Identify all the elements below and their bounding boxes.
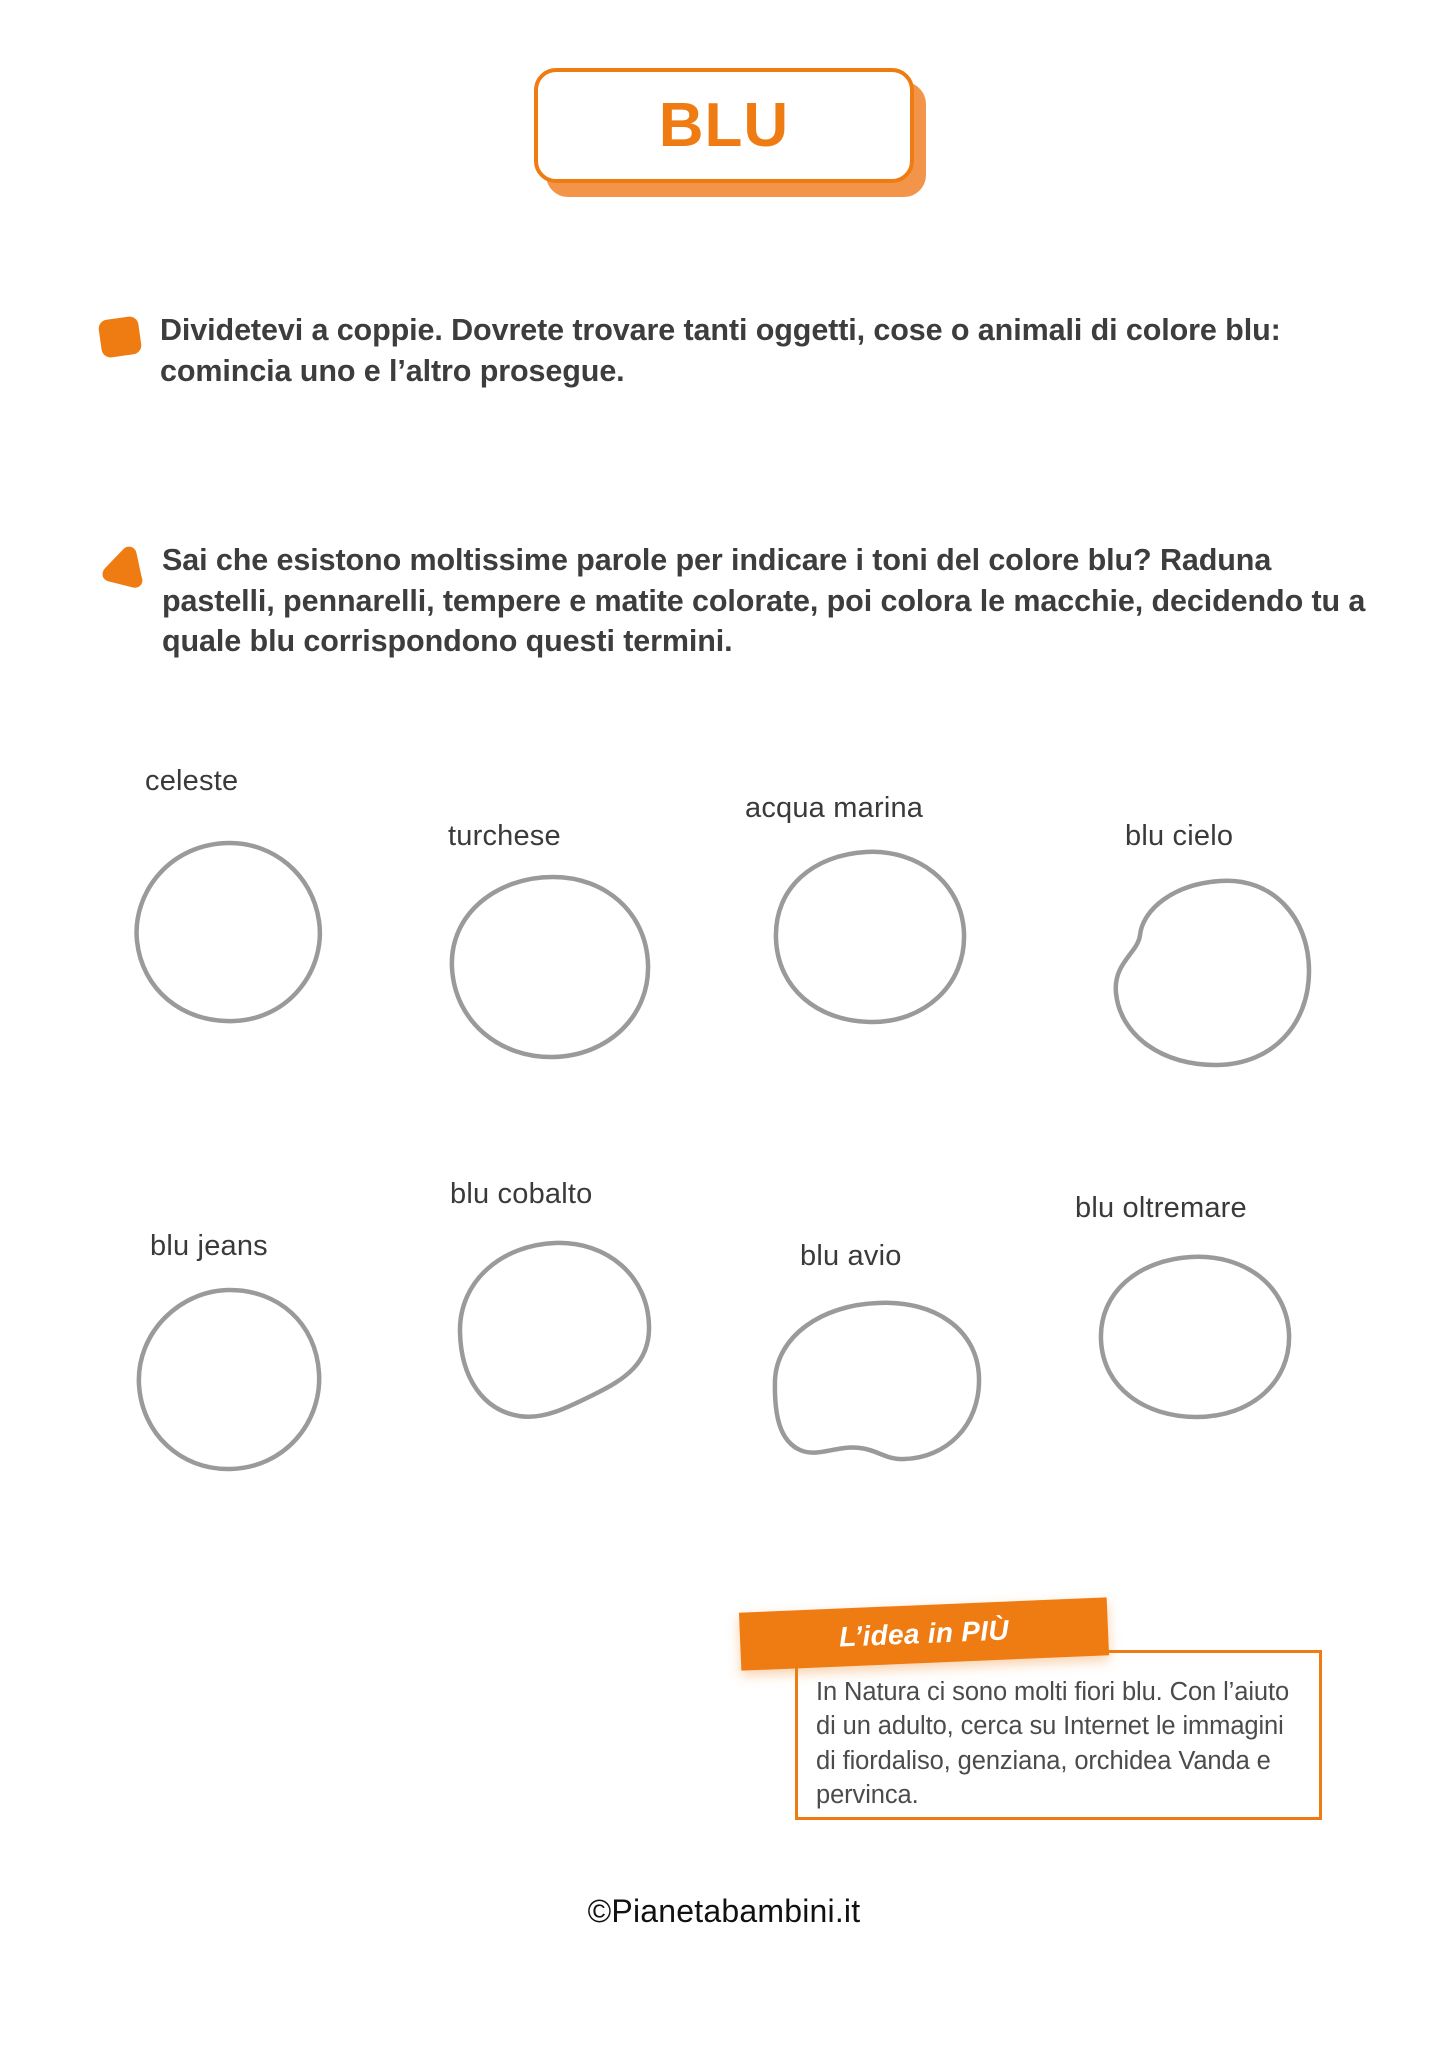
instruction-block-2	[100, 540, 1380, 662]
footer-credit: ©Pianetabambini.it	[587, 1893, 861, 1929]
blob-item-turchese	[430, 820, 660, 1100]
blob-shape-acqua-marina[interactable]	[770, 847, 970, 1027]
triangle-bullet-icon	[100, 546, 146, 590]
square-bullet-icon	[98, 315, 143, 358]
blob-label: acqua marina	[745, 792, 924, 824]
blob-item-blu-cielo	[1085, 820, 1335, 1100]
page-title: BLU	[658, 90, 790, 160]
blob-item-blu-oltremare	[1075, 1192, 1345, 1472]
blob-label: blu cobalto	[450, 1178, 593, 1210]
idea-body	[795, 1650, 1322, 1820]
blob-shape-celeste[interactable]	[130, 837, 330, 1027]
blob-label: blu jeans	[150, 1230, 268, 1262]
instruction-text-1: Dividetevi a coppie. Dovrete trovare tanti oggetti, cose o animali di colore blu: comincia uno e l’altro prosegue.	[160, 313, 1281, 388]
blob-label: blu cielo	[1125, 820, 1234, 852]
blob-item-acqua-marina	[745, 792, 1005, 1072]
blob-item-blu-jeans	[130, 1230, 370, 1510]
blob-label: turchese	[448, 820, 561, 852]
idea-extra-box	[740, 1605, 1322, 1825]
title-box	[534, 68, 914, 183]
instruction-block-1	[100, 310, 1360, 391]
instruction-text-2: Sai che esistono moltissime parole per indicare i toni del colore blu? Raduna pastelli, pennarelli, tempere e matite colorate, poi colora le macchie, decidendo tu a quale blu corrispondono questi termini.	[162, 543, 1366, 659]
blob-shape-blu-cielo[interactable]	[1100, 875, 1315, 1070]
page-title-banner	[534, 68, 914, 183]
blob-shape-blu-avio[interactable]	[770, 1298, 985, 1463]
idea-banner-label: L’idea in PIÙ	[838, 1614, 1010, 1653]
idea-body-text: In Natura ci sono molti fiori blu. Con l’aiuto di un adulto, cerca su Internet le immagini di fiordaliso, genziana, orchidea Vanda e pervinca.	[816, 1678, 1290, 1810]
blob-shape-blu-cobalto[interactable]	[455, 1238, 655, 1423]
blob-item-celeste	[130, 765, 360, 1045]
blob-shape-blu-jeans[interactable]	[132, 1285, 327, 1475]
blob-shape-turchese[interactable]	[445, 872, 655, 1062]
blob-label: blu oltremare	[1075, 1192, 1247, 1224]
blob-item-blu-cobalto	[450, 1178, 700, 1458]
blob-item-blu-avio	[760, 1240, 1030, 1520]
blob-label: celeste	[145, 765, 239, 797]
blob-label: blu avio	[800, 1240, 902, 1272]
blob-shape-blu-oltremare[interactable]	[1095, 1252, 1295, 1422]
